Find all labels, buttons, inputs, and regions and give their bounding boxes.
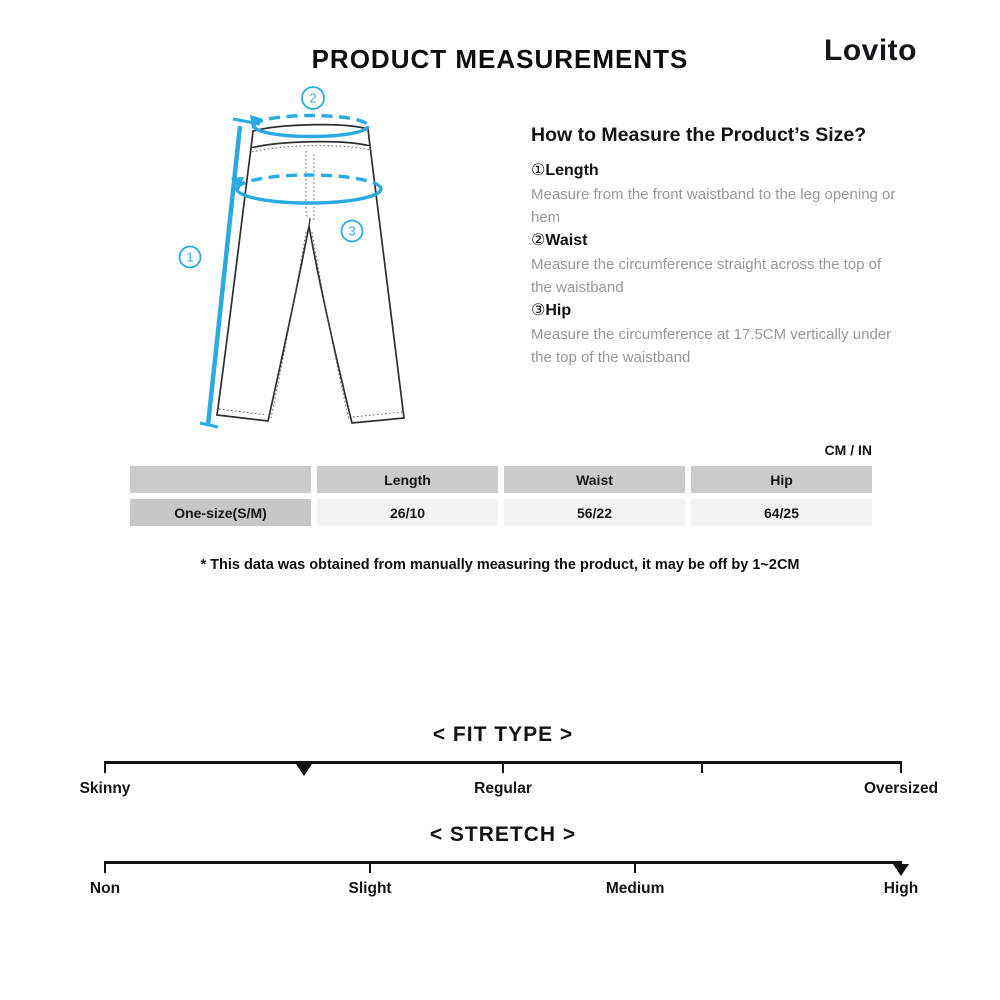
measure-item-description: Measure the circumference at 17.5CM vertically under the top of the waistband	[531, 326, 892, 366]
header-cell-waist: Waist	[504, 466, 685, 493]
scale-tick	[104, 861, 107, 873]
badge-2-number: 2	[309, 90, 317, 106]
scale-line	[105, 861, 901, 864]
badge-1-number: 1	[186, 249, 194, 265]
scale-tick	[369, 861, 372, 873]
header-cell-size	[130, 466, 311, 493]
scale-tick	[900, 761, 903, 773]
scale-label: Non	[89, 880, 121, 897]
circled-3-glyph: ③	[531, 302, 546, 319]
measure-item-label: Hip	[545, 302, 572, 319]
pants-outline-group	[217, 125, 404, 423]
badge-3-number: 3	[348, 223, 356, 239]
row-label-cell: One-size(S/M)	[130, 499, 311, 526]
fit-type-title: < FIT TYPE >	[432, 723, 574, 746]
scale-label: Oversized	[863, 780, 939, 797]
scale-marker-triangle	[296, 764, 312, 776]
circled-1-glyph: ①	[531, 162, 546, 179]
table-row	[130, 499, 872, 526]
measure-item-label: Length	[545, 162, 599, 179]
measurement-disclaimer-note: * This data was obtained from manually measuring the product, it may be off by 1~2CM	[200, 557, 800, 573]
how-to-measure-section	[531, 122, 903, 369]
fit-type-track	[105, 761, 901, 774]
value-cell-length: 26/10	[317, 499, 498, 526]
scale-label: High	[883, 880, 919, 897]
size-table	[130, 466, 872, 532]
header-cell-hip: Hip	[691, 466, 872, 493]
table-header-row	[130, 466, 872, 493]
unit-label: CM / IN	[824, 442, 872, 458]
measure-item-length	[531, 159, 903, 229]
header-cell-length: Length	[317, 466, 498, 493]
scale-tick	[634, 861, 637, 873]
scale-label: Regular	[474, 780, 532, 797]
measure-item-label: Waist	[545, 232, 588, 249]
scale-tick	[104, 761, 107, 773]
scale-tick	[502, 761, 505, 773]
fit-type-labels	[79, 780, 939, 802]
measure-item-waist	[531, 229, 903, 299]
stretch-labels	[89, 880, 919, 902]
scale-label: Skinny	[79, 780, 131, 797]
fit-type-scale	[79, 722, 939, 802]
circled-2-glyph: ②	[531, 232, 546, 249]
scale-label: Slight	[348, 880, 392, 897]
value-cell-hip: 64/25	[691, 499, 872, 526]
how-to-heading: How to Measure the Product’s Size?	[531, 124, 867, 146]
brand-logo: Lovito	[824, 34, 917, 67]
scale-label: Medium	[605, 880, 665, 897]
stretch-title: < STRETCH >	[429, 823, 577, 846]
value-cell-waist: 56/22	[504, 499, 685, 526]
measure-item-description: Measure the circumference straight across the top of the waistband	[531, 256, 882, 296]
scale-tick	[701, 761, 704, 773]
measure-item-description: Measure from the front waistband to the leg opening or hem	[531, 186, 896, 226]
page-title: PRODUCT MEASUREMENTS	[311, 44, 689, 74]
scale-marker-triangle	[893, 864, 909, 876]
pants-diagram	[150, 85, 470, 435]
stretch-scale	[89, 822, 919, 902]
stretch-track	[105, 861, 901, 874]
measure-item-hip	[531, 299, 903, 369]
